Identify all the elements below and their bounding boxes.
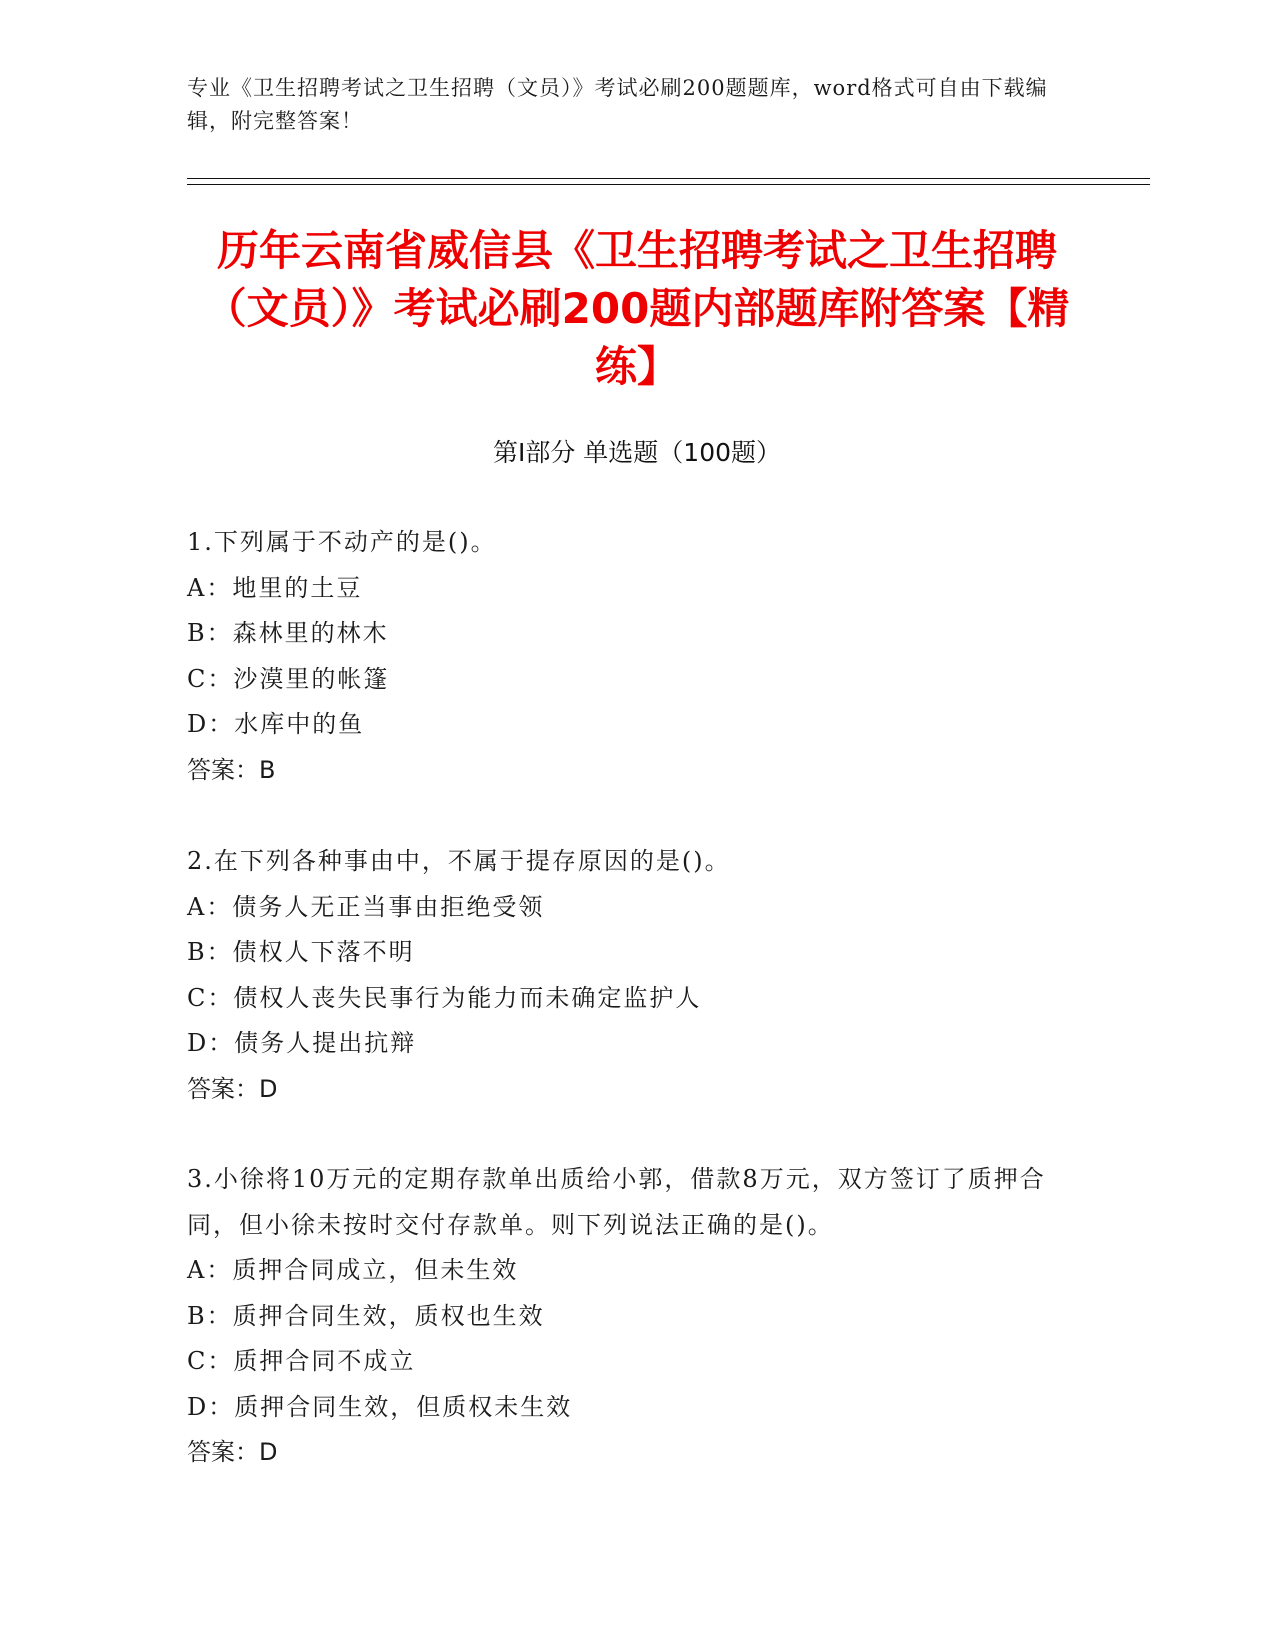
option-d: D：水库中的鱼	[187, 710, 365, 738]
option-d: D：质押合同生效，但质权未生效	[187, 1392, 573, 1421]
option-c: C：债权人丧失民事行为能力而未确定监护人	[187, 983, 702, 1012]
option-d: D：债务人提出抗辩	[187, 1029, 417, 1057]
section-title: 第I部分 单选题（100题）	[492, 438, 782, 467]
header-divider-bottom	[187, 184, 1150, 185]
header-note: 专业《卫生招聘考试之卫生招聘（文员）》考试必刷200题题库，word格式可自由下载编辑，附完整答案！	[187, 76, 1048, 133]
option-a: A：质押合同成立，但未生效	[187, 1256, 519, 1284]
option-b: B：质押合同生效，质权也生效	[187, 1301, 545, 1330]
answer: 答案：D	[187, 1074, 278, 1103]
document-title: 历年云南省威信县《卫生招聘考试之卫生招聘（文员）》考试必刷200题内部题库附答案【精练】	[204, 226, 1070, 391]
question-stem: 1.下列属于不动产的是()。	[187, 528, 497, 556]
option-a: A：债务人无正当事由拒绝受领	[187, 892, 545, 921]
question-stem: 2.在下列各种事由中，不属于提存原因的是()。	[187, 847, 731, 875]
question-stem: 3.小徐将10万元的定期存款单出质给小郭，借款8万元，双方签订了质押合同，但小徐未按时交付存款单。则下列说法正确的是()。	[187, 1165, 1046, 1239]
answer: 答案：B	[187, 755, 276, 784]
answer: 答案：D	[187, 1438, 278, 1466]
question-1	[187, 520, 1067, 793]
option-b: B：债权人下落不明	[187, 938, 415, 966]
option-b: B：森林里的林木	[187, 619, 389, 647]
option-c: C：沙漠里的帐篷	[187, 664, 390, 693]
option-a: A：地里的土豆	[187, 573, 363, 602]
header-divider-top	[187, 178, 1150, 179]
question-3	[187, 1157, 1067, 1476]
option-c: C：质押合同不成立	[187, 1347, 416, 1375]
question-2	[187, 839, 1067, 1112]
